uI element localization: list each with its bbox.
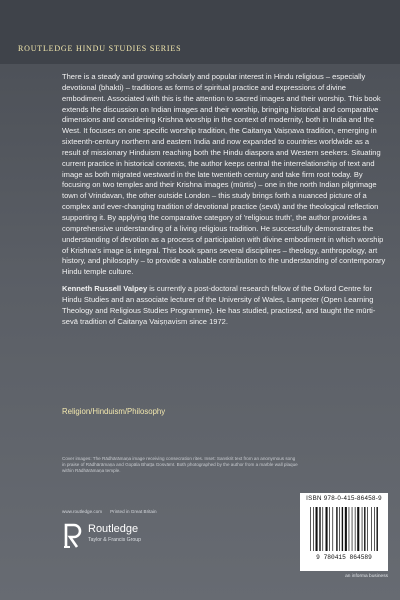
printed-in-text: Printed in Great Britain — [110, 509, 157, 514]
barcode-icon — [306, 505, 382, 561]
cover-image-credits: Cover images: The Rādhārāmaṇa image receiving consecration rites. Inset: Sanskrit text from an anonymous song in praise of Rādhārāmaṇa and Gopāla Bhaṭṭa Gosvāmī. Both photographed by the author from a marble wall plaque within Rādhārāmaṇa temple. — [62, 456, 298, 474]
subject-category: Religion/Hinduism/Philosophy — [62, 407, 166, 416]
blurb-text: There is a steady and growing scholarly and popular interest in Hindu religious – especially devotional (bhakti) – traditions as forms of spiritual practice and expressions of divine embodiment. Associated with this is the attention to sacred images and their worship. This book extends the discussion on Indian images and their worship, bringing historical and comparative dimensions and considering Krishna worship in the context of modernity, both in India and the West. It focuses on one specific worship tradition, the Caitanya Vaiṣṇava tradition, emerging in sixteenth-century northern and eastern India and now expanded to countries worldwide as a result of missionary Hinduism reaching both the Hindu diaspora and Western seekers. Situating current practice in historical contexts, the author keeps central the interrelationship of text and image as both migrated westward in the late twentieth century and take firm root today. By focusing on two temples and their Krishna images (mūrtis) – one in the north Indian pilgrimage town of Vrindavan, the other outside London – this study brings forth a nuanced picture of a complex and ever-changing tradition of devotional practice (sevā) and the theological reflection supporting it. By applying the comparative category of 'religious truth', the author provides a comprehensive understanding of a living religious tradition. He successfully demonstrates the understanding of devotion as a process of participation with divine embodiment in which worship of Krishna's image is integral. This book spans several disciplines – theology, anthropology, art history, and philosophy – to provide a valuable contribution to the understanding of contemporary Hindu temple culture. — [62, 72, 386, 277]
author-bio — [62, 284, 388, 327]
publisher-logo — [62, 519, 182, 553]
barcode-stripe — [342, 507, 343, 551]
barcode-stripe — [313, 507, 314, 551]
barcode-stripe — [332, 507, 333, 551]
barcode-stripe — [336, 507, 337, 551]
series-title: ROUTLEDGE HINDU STUDIES SERIES — [18, 44, 182, 53]
publisher-name: Routledge — [88, 523, 139, 535]
barcode-stripe — [364, 507, 365, 551]
barcode-stripe — [377, 507, 378, 551]
author-bio-text: is currently a post-doctoral research fellow of the Oxford Centre for Hindu Studies and an associate lecturer of the University of Wales, Lampeter (Open Learning Theology and Religious Studies Programme). He has studied, practised, and taught the mūrti-sevā tradition of Caitanya Vaiṣṇavism since 1972. — [62, 284, 376, 326]
barcode-stripe — [339, 507, 340, 551]
barcode-stripe — [329, 507, 330, 551]
barcode-stripe — [357, 507, 359, 551]
routledge-logo-icon — [62, 521, 84, 549]
isbn-text: ISBN 978-0-415-86458-9 — [306, 495, 382, 502]
barcode-stripe — [326, 507, 328, 551]
description-block — [62, 72, 388, 327]
barcode-stripe — [374, 507, 375, 551]
top-band — [0, 0, 400, 64]
barcode-digits: 9 780415 864589 — [316, 554, 372, 561]
barcode-panel — [300, 493, 388, 571]
barcode-stripe — [362, 507, 363, 551]
barcode-stripe — [319, 507, 320, 551]
imprint-text: an informa business — [345, 574, 388, 579]
publisher-line — [62, 509, 157, 514]
barcode-stripe — [322, 507, 323, 551]
publisher-group: Taylor & Francis Group — [88, 537, 142, 543]
barcode-stripe — [349, 507, 350, 551]
barcode-bars — [310, 507, 378, 551]
barcode-stripe — [310, 507, 311, 551]
barcode-stripe — [345, 507, 347, 551]
barcode-stripe — [367, 507, 368, 551]
author-name: Kenneth Russell Valpey — [62, 284, 148, 294]
barcode-stripe — [355, 507, 356, 551]
barcode-stripe — [352, 507, 353, 551]
barcode-stripe — [316, 507, 318, 551]
website-text: www.routledge.com — [62, 509, 103, 514]
barcode-stripe — [371, 507, 372, 551]
